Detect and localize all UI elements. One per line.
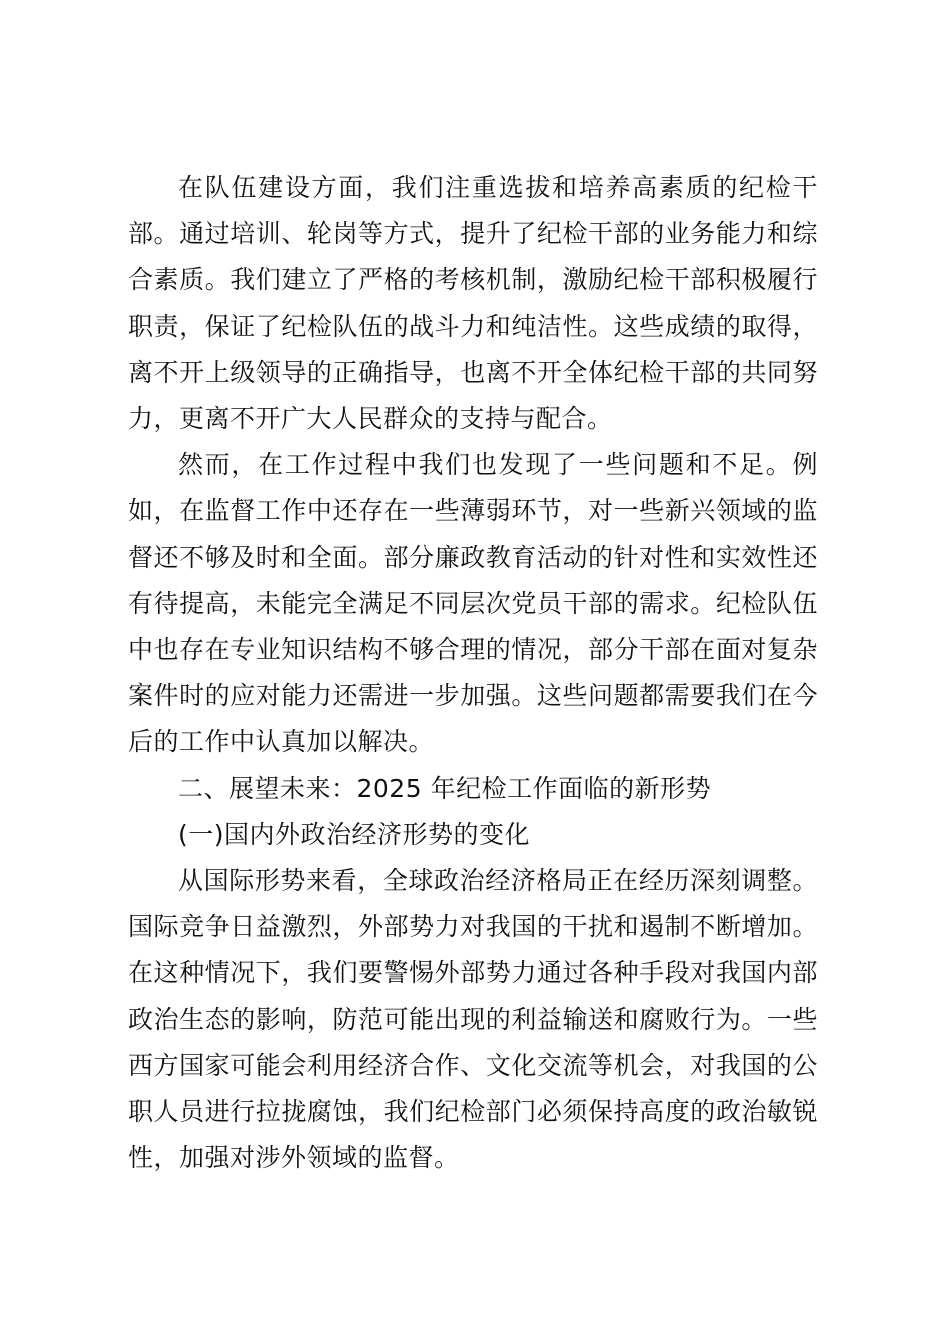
paragraph-team-building: 在队伍建设方面，我们注重选拔和培养高素质的纪检干部。通过培训、轮岗等方式，提升了纪检干部的业务能力和综合素质。我们建立了严格的考核机制，激励纪检干部积极履行职责，保证了纪检队伍的战斗力和纯洁性。这些成绩的取得，离不开上级领导的正确指导，也离不开全体纪检干部的共同努力，更离不开广大人民群众的支持与配合。 bbox=[128, 173, 818, 434]
paragraph-problems: 然而，在工作过程中我们也发现了一些问题和不足。例如，在监督工作中还存在一些薄弱环节，对一些新兴领域的监督还不够及时和全面。部分廉政教育活动的针对性和实效性还有待提高，未能完全满足不同层次党员干部的需求。纪检队伍中也存在专业知识结构不够合理的情况，部分干部在面对复杂案件时的应对能力还需进一步加强。这些问题都需要我们在今后的工作中认真加以解决。 bbox=[128, 450, 818, 757]
subsection-heading-situation: (一)国内外政治经济形势的变化 bbox=[178, 819, 531, 849]
paragraph-international-situation: 从国际形势来看，全球政治经济格局正在经历深刻调整。国际竞争日益激烈，外部势力对我国的干扰和遏制不断增加。在这种情况下，我们要警惕外部势力通过各种手段对我国内部政治生态的影响，防范可能出现的利益输送和腐败行为。一些西方国家可能会利用经济合作、文化交流等机会，对我国的公职人员进行拉拢腐蚀，我们纪检部门必须保持高度的政治敏锐性，加强对涉外领域的监督。 bbox=[128, 866, 818, 1173]
section-heading-outlook: 二、展望未来：2025 年纪检工作面临的新形势 bbox=[178, 773, 712, 803]
document-body bbox=[128, 165, 818, 1181]
